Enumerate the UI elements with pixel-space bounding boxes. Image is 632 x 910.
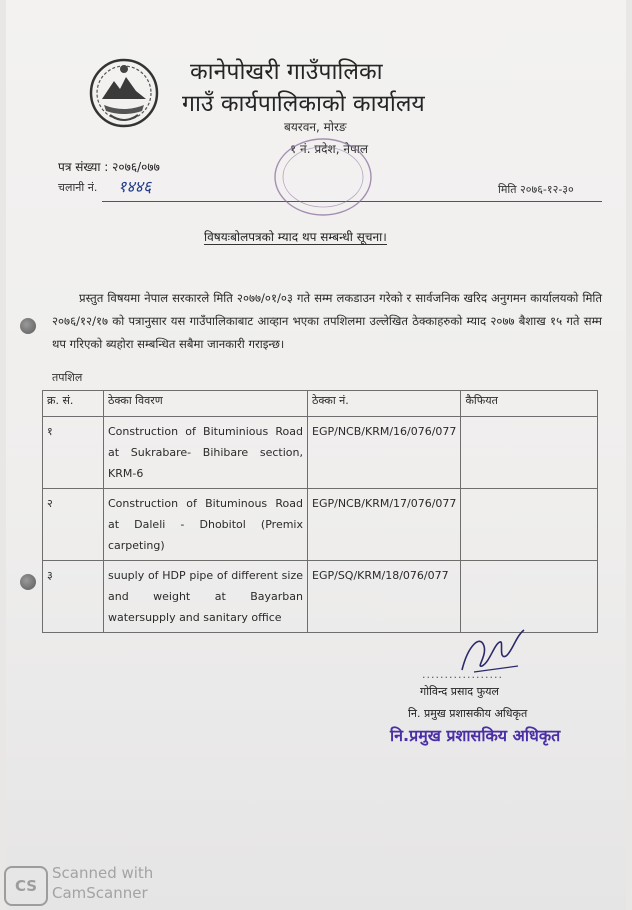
header-remarks: कैफियत — [461, 391, 598, 417]
row-serial: १ — [43, 417, 104, 489]
contract-table — [42, 390, 598, 633]
signatory-title: नि. प्रमुख प्रशासकीय अधिकृत — [408, 707, 528, 720]
table-row — [43, 417, 598, 489]
subject-prefix: विषयः — [204, 230, 231, 244]
schedule-label: तपशिल — [52, 371, 83, 384]
header-contract-no: ठेक्का नं. — [308, 391, 461, 417]
subject-line — [204, 228, 387, 245]
office-name: कानेपोखरी गाउँपालिका — [190, 59, 383, 85]
notice-body — [52, 287, 602, 356]
camscanner-logo-icon: CS — [4, 866, 48, 906]
document-page — [6, 0, 626, 910]
row-contract-no: EGP/NCB/KRM/17/076/077 — [308, 489, 461, 561]
designation-stamp: नि.प्रमुख प्रशासकिय अधिकृत — [390, 726, 561, 745]
notice-paragraph: प्रस्तुत विषयमा नेपाल सरकारले मिति २०७७/०१/०३ गते सम्म लकडाउन गरेको र सार्वजनिक खरिद अनुगमन कार्यालयको मिति २०७६/१२/१७ को पत्रानुसार यस गाउँपालिकाबाट आव्हान भएका तपशिलमा उल्लेखित ठेक्काहरुको म्याद २०७७ बैशाख १५ गते सम्म थप गरिएको ब्यहोरा सम्बन्धित सबैमा जानकारी गराइन्छ। — [52, 291, 602, 351]
office-subtitle: गाउँ कार्यपालिकाको कार्यालय — [182, 91, 425, 117]
row-description: Construction of Bituminous Road at Daleli - Dhobitol (Premix carpeting) — [104, 489, 308, 561]
row-contract-no: EGP/NCB/KRM/16/076/077 — [308, 417, 461, 489]
row-serial: २ — [43, 489, 104, 561]
punch-hole-icon — [20, 574, 36, 590]
row-serial: ३ — [43, 561, 104, 633]
header-serial: क्र. सं. — [43, 391, 104, 417]
signatory-name: गोविन्द प्रसाद फुयल — [420, 685, 499, 698]
office-province: १ नं. प्रदेश, नेपाल — [290, 142, 369, 156]
table-row — [43, 561, 598, 633]
row-contract-no: EGP/SQ/KRM/18/076/077 — [308, 561, 461, 633]
row-description: suuply of HDP pipe of different size and weight at Bayarban watersupply and sanitary office — [104, 561, 308, 633]
row-remarks — [461, 561, 598, 633]
punch-hole-icon — [20, 318, 36, 334]
table-row — [43, 489, 598, 561]
subject-text: बोलपत्रको म्याद थप सम्बन्धी सूचना। — [230, 230, 387, 244]
dispatch-number-value: १४४६ — [118, 177, 152, 196]
nepal-emblem-icon — [86, 55, 162, 131]
row-remarks — [461, 489, 598, 561]
row-remarks — [461, 417, 598, 489]
row-description: Construction of Bituminious Road at Sukrabare- Bihibare section, KRM-6 — [104, 417, 308, 489]
table-header-row — [43, 391, 598, 417]
office-stamp-icon — [268, 132, 378, 222]
header-description: ठेक्का विवरण — [104, 391, 308, 417]
signature-line: .................. — [422, 668, 503, 681]
letter-date: मिति २०७६-१२-३० — [498, 183, 574, 196]
letter-number: पत्र संख्या : २०७६/०७७ — [58, 160, 160, 174]
scanner-watermark-line1: Scanned with — [52, 864, 154, 882]
office-address: बयरवन, मोरङ — [284, 120, 347, 134]
scanner-watermark-line2: CamScanner — [52, 884, 148, 902]
dispatch-number-label: चलानी नं. — [58, 181, 98, 194]
